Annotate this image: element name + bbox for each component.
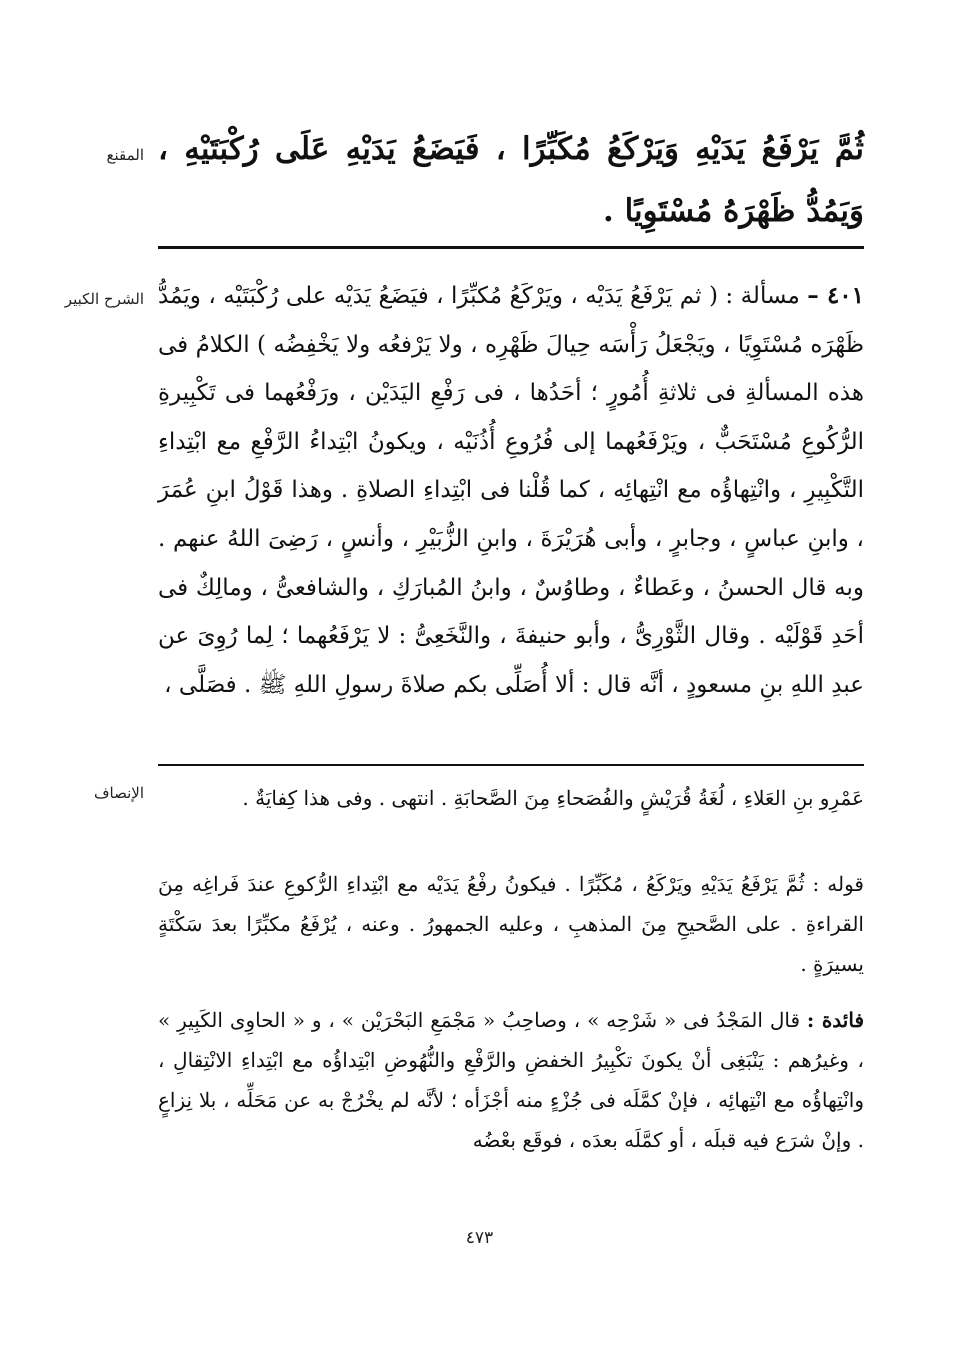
issue-number: ٤٠١ – bbox=[807, 282, 864, 309]
insaf-paragraph-1: قوله : ثُمَّ يَرْفَعُ يَدَيْهِ ويَرْكَعُ ، مُكَبِّرًا . فيكونُ رفْعُ يَدَيْه مع ابْتِداءِ الرُّكوعِ عندَ فَراغِه مِنَ القراءةِ . على الصَّحيحِ مِنَ المذهبِ ، وعليه الجمهورُ . وعنه ، يُرْفَعُ مكبِّرًا بعدَ سَكْتَةٍ يسيرَةٍ . bbox=[158, 872, 864, 976]
insaf-paragraph-2-body: قال المَجْدُ فى « شَرْحِه » ، وصاحِبُ « مَجْمَعِ البَحْرَيْن » ، و « الحاوِى الكَبِيرِ » ، وغيرُهم : يَنْبَغِى أنْ يكونَ تكْبِيرُ الخفضِ والرَّفْعِ والنُّهُوضِ ابْتِداؤُه مع ابْتِداءِ الانْتِقالِ ، وانْتِهاؤُه مع انْتِهائِه ، فإنْ كمَّلَه فى جُزْءٍ منه أجْزَأه ؛ لأنَّه لم يخْرُجْ به عن مَحَلِّه ، بلا نِزاعٍ . وإنْ شرَع فيه قبلَه ، أو كمَّلَه بعدَه ، فوقَع بعْضُه bbox=[158, 1008, 864, 1152]
insaf-top-line: عَمْرِو بنِ العَلاءِ ، لُغَةُ قُرَيْشٍ والفُصَحاءِ مِنَ الصَّحابَةِ . انتهى . وفى هذا كِفايَةٌ . bbox=[242, 786, 864, 810]
margin-label-insaf: الإنصاف bbox=[93, 784, 144, 802]
margin-label-muqni: المقنع bbox=[106, 146, 144, 164]
insaf-paragraph-2 bbox=[158, 1000, 864, 1160]
page-number: ٤٧٣ bbox=[465, 1228, 494, 1248]
margin-label-sharh: الشرح الكبير bbox=[64, 290, 144, 308]
section-divider-top bbox=[158, 246, 864, 249]
faida-label: فائدة : bbox=[806, 1008, 865, 1032]
sharh-text bbox=[158, 272, 864, 709]
sharh-body: مسألة : ( ثم يَرْفَعُ يَدَيْه ، ويَرْكَعُ مُكبِّرًا ، فيَضَعُ يَدَيْه على رُكْبَتَيْه ، ويَمُدُّ ظَهْرَه مُسْتَوِيًا ، ويَجْعَلُ رَأْسَه حِيالَ ظَهْرِه ، ولا يَرْفعُه ولا يَخْفِضُه ) الكلامُ فى هذه المسألةِ فى ثلاثةِ أُمُورٍ ؛ أحَدُها ، فى رَفْعِ اليَدَيْن ، ورَفْعُهما فى تَكْبِيرةِ الرُّكُوعِ مُسْتَحَبٌّ ، ويَرْفَعُهما إلى فُرُوعِ أُذُنَيْه ، ويكونُ ابْتِداءُ الرَّفْعِ مع ابْتِداءِ التَّكْبِيرِ ، وانْتِهاؤُه مع انْتِهائِه ، كما قُلْنا فى ابْتِداءِ الصلاةِ . وهذا قَوْلُ ابنِ عُمَرَ ، وابنِ عباسٍ ، وجابرٍ ، وأبى هُرَيْرَةَ ، وابنِ الزُّبَيْرِ ، وأنسٍ ، رَضِىَ اللهُ عنهم . وبه قال الحسنُ ، وعَطاءٌ ، وطاوُسٌ ، وابنُ المُبارَكِ ، والشافعىُّ ، ومالِكٌ فى أحَدِ قَوْلَيْه . وقال الثَّوْرِىُّ ، وأبو حنيفةَ ، والنَّخَعِىُّ : لا يَرْفَعُهما ؛ لِما رُوِىَ عن عبدِ اللهِ بنِ مسعودٍ ، أنَّه قال : ألا أُصَلِّى بكم صلاةَ رسولِ اللهِ ﷺ . فصَلَّى ، bbox=[158, 283, 864, 698]
section-divider-bottom bbox=[158, 764, 864, 766]
muqni-text: ثُمَّ يَرْفَعُ يَدَيْهِ وَيَرْكَعُ مُكَبِّرًا ، فَيَضَعُ يَدَيْهِ عَلَى رُكْبَتَيْهِ ، وَيَمُدُّ ظَهْرَهُ مُسْتَوِيًا . bbox=[158, 131, 864, 229]
